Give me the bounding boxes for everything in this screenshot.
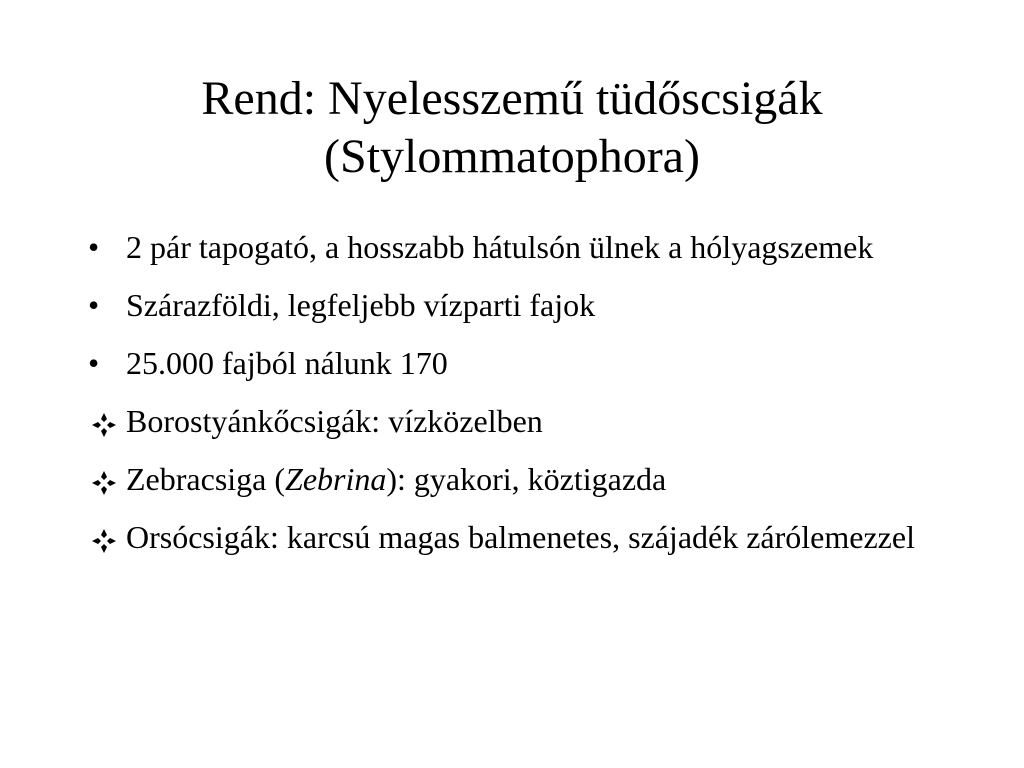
list-item-text: 2 pár tapogató, a hosszabb hátulsón ülnek a hólyagszemek — [126, 229, 874, 265]
list-item — [88, 460, 988, 499]
list-item — [88, 228, 988, 267]
italic-genus-name: Zebrina — [285, 461, 387, 497]
text-after-italic: ): gyakori, köztigazda — [386, 461, 667, 497]
list-item-text — [126, 461, 666, 497]
list-item-text: Borostyánkőcsigák: vízközelben — [126, 403, 543, 439]
bullet-dot-icon: • — [88, 229, 100, 265]
diamond-icon — [91, 412, 117, 438]
bullet-dot-icon: • — [88, 345, 100, 381]
list-item — [88, 518, 988, 557]
list-item — [88, 402, 988, 441]
title-line-1: Rend: Nyelesszemű tüdőscsigák — [201, 72, 823, 125]
diamond-icon — [91, 528, 117, 554]
list-item-text: Szárazföldi, legfeljebb vízparti fajok — [126, 287, 596, 323]
bullet-dot-icon: • — [88, 287, 100, 323]
diamond-icon — [91, 470, 117, 496]
list-item — [88, 286, 988, 325]
list-item-text: 25.000 fajból nálunk 170 — [126, 345, 448, 381]
slide-title — [40, 70, 984, 186]
list-item-text: Orsócsigák: karcsú magas balmenetes, szájadék zárólemezzel — [126, 519, 915, 555]
title-line-2: (Stylommatophora) — [324, 130, 700, 183]
text-before-italic: Zebracsiga ( — [126, 461, 286, 497]
list-item — [88, 344, 988, 383]
bullet-list — [88, 228, 988, 576]
